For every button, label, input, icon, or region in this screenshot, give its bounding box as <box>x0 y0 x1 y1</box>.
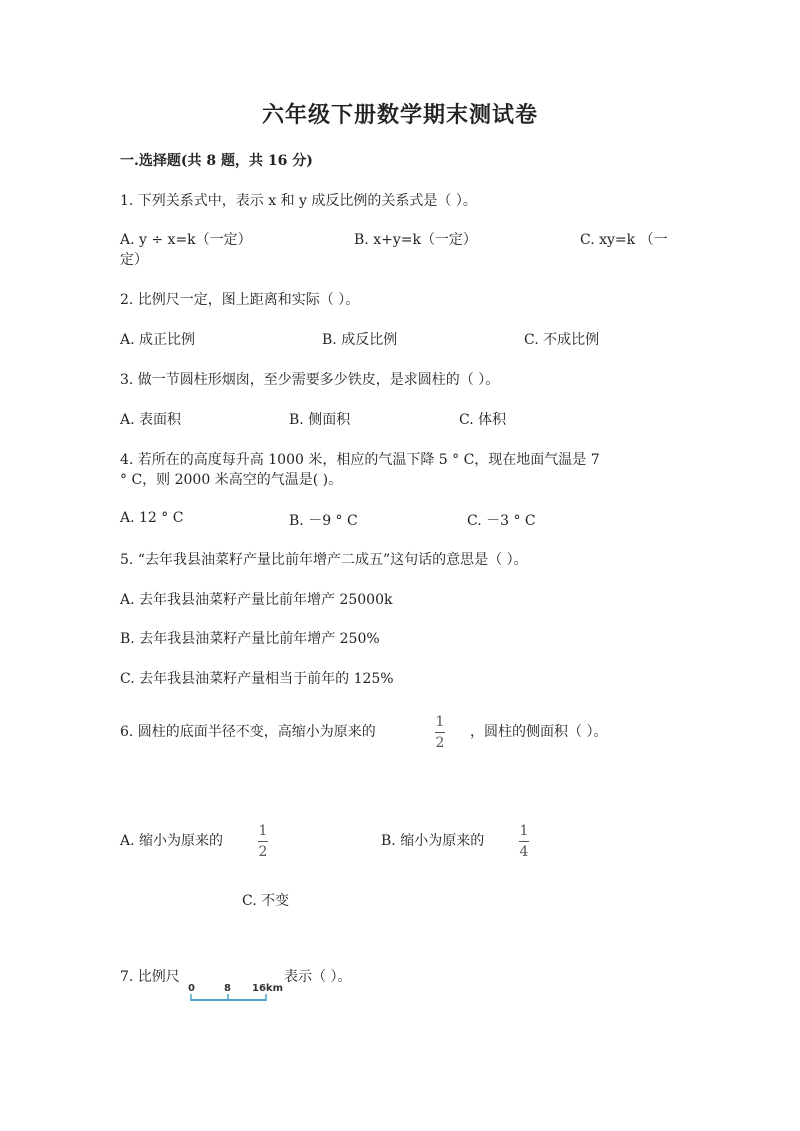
question-3-option-c: C. 体积 <box>459 412 507 428</box>
fraction-numerator: 1 <box>435 714 445 730</box>
question-6-stem-post: ，圆柱的侧面积（ ）。 <box>470 724 608 740</box>
fraction-bar <box>258 841 268 842</box>
section-heading: 一.选择题(共 8 题，共 16 分) <box>120 153 313 169</box>
question-4-stem: 4. 若所在的高度每升高 1000 米，相应的气温下降 5 ° C，现在地面气温是 7 <box>120 452 600 468</box>
scale-bar-graphic <box>186 981 283 1005</box>
question-2-option-a: A. 成正比例 <box>120 332 196 348</box>
question-2-option-c: C. 不成比例 <box>524 332 600 348</box>
question-1-option-c-wrap: 定） <box>120 252 148 268</box>
question-1-option-b: B. x+y=k（一定） <box>354 232 477 248</box>
scale-label-16km: 16km <box>252 983 283 994</box>
fraction-denominator: 2 <box>258 844 268 860</box>
question-3-stem: 3. 做一节圆柱形烟囱，至少需要多少铁皮，是求圆柱的（ ）。 <box>120 372 500 388</box>
fraction-bar <box>435 732 445 733</box>
question-6-option-b: B. 缩小为原来的 <box>381 833 485 849</box>
question-3-option-b: B. 侧面积 <box>289 412 351 428</box>
question-6-stem-pre: 6. 圆柱的底面半径不变，高缩小为原来的 <box>120 724 376 740</box>
question-4-option-b: B. －9 ° C <box>289 513 358 529</box>
fraction-denominator: 2 <box>435 735 445 751</box>
question-6-option-a: A. 缩小为原来的 <box>120 833 224 849</box>
question-6-option-a-fraction <box>258 823 268 860</box>
question-5-option-a: A. 去年我县油菜籽产量比前年增产 25000k <box>120 592 393 608</box>
question-5-option-b: B. 去年我县油菜籽产量比前年增产 250% <box>120 631 380 647</box>
scale-bar <box>186 981 283 1005</box>
fraction-numerator: 1 <box>258 823 268 839</box>
question-6-option-c: C. 不变 <box>242 893 290 909</box>
question-6-fraction <box>435 714 445 751</box>
question-3-option-a: A. 表面积 <box>120 412 182 428</box>
question-2-option-b: B. 成反比例 <box>322 332 398 348</box>
scale-label-0: 0 <box>188 983 195 994</box>
question-1-option-c: C. xy=k （一 <box>580 232 668 248</box>
page-title: 六年级下册数学期末测试卷 <box>261 102 538 128</box>
question-4-option-a: A. 12 ° C <box>120 510 184 526</box>
question-5-stem: 5. “去年我县油菜籽产量比前年增产二成五”这句话的意思是（ ）。 <box>120 552 528 568</box>
question-7-stem-pre: 7. 比例尺 <box>120 969 180 985</box>
question-4-stem-line2: ° C，则 2000 米高空的气温是( )。 <box>120 472 343 488</box>
fraction-denominator: 4 <box>519 844 529 860</box>
question-1-stem: 1. 下列关系式中，表示 x 和 y 成反比例的关系式是（ ）。 <box>120 193 477 209</box>
question-5-option-c: C. 去年我县油菜籽产量相当于前年的 125% <box>120 671 394 687</box>
fraction-numerator: 1 <box>519 823 529 839</box>
fraction-bar <box>519 841 529 842</box>
question-2-stem: 2. 比例尺一定，图上距离和实际（ ）。 <box>120 292 360 308</box>
question-7-stem-post: 表示（ ）。 <box>284 969 352 985</box>
question-1-option-a: A. y ÷ x=k（一定） <box>120 232 252 248</box>
question-4-option-c: C. －3 ° C <box>467 513 536 529</box>
question-6-option-b-fraction <box>519 823 529 860</box>
scale-label-8: 8 <box>224 983 231 994</box>
